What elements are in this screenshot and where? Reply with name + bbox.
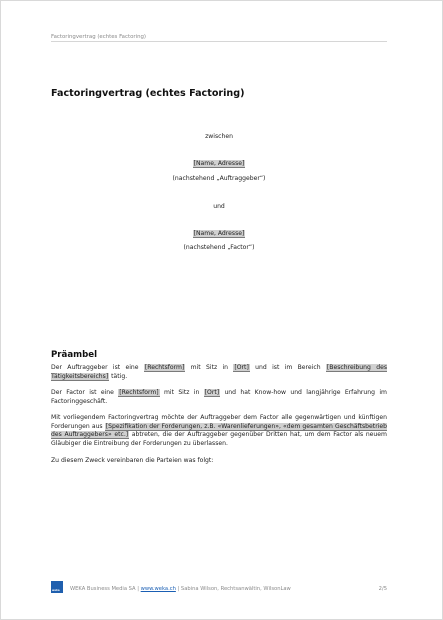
text-run: Der Auftraggeber ist eine — [51, 364, 144, 371]
text-run: und ist im Bereich — [249, 364, 326, 371]
text-run: mit Sitz in — [159, 389, 204, 396]
factor-location-placeholder[interactable]: [Ort] — [204, 389, 220, 396]
running-header: Factoringvertrag (echtes Factoring) — [51, 34, 147, 40]
header-divider — [51, 41, 387, 42]
document-title: Factoringvertrag (echtes Factoring) — [51, 88, 245, 99]
footer-company: WEKA Business Media SA | — [70, 586, 141, 592]
preamble-paragraph-4: Zu diesem Zweck vereinbaren die Parteien was folgt: — [51, 457, 214, 464]
text-run: Der Factor ist eine — [51, 389, 119, 396]
client-name-placeholder[interactable]: [Name, Adresse] — [193, 160, 245, 167]
and-label: und — [213, 203, 225, 210]
client-name-line — [51, 160, 387, 167]
factor-role-label: (nachstehend „Factor“) — [183, 244, 255, 251]
text-run: Mit vorliegendem Factoringvertrag möchte der Auftraggeber dem Factor alle gegenwärtigen und künftigen Forderungen aus — [51, 414, 387, 430]
footer-website-link[interactable]: www.weka.ch — [140, 586, 176, 592]
between-label: zwischen — [205, 133, 233, 140]
weka-logo — [51, 581, 63, 593]
text-run: abtreten, die der Auftraggeber gegenüber Dritten hat, um dem Factor als neuem Gläubiger die Eintreibung der Forderungen zu überlassen. — [51, 431, 387, 448]
footer-text — [70, 586, 291, 592]
legal-form-placeholder[interactable]: [Rechtsform] — [144, 364, 185, 371]
preamble-paragraph-3 — [51, 414, 387, 449]
location-placeholder[interactable]: [Ort] — [234, 364, 249, 371]
text-run: tätig. — [109, 372, 128, 380]
footer-author: | Sabina Wilson, Rechtsanwältin, WilsonLaw — [175, 586, 291, 592]
text-run: mit Sitz in — [185, 364, 234, 371]
preamble-paragraph-2 — [51, 389, 387, 406]
factor-name-placeholder[interactable]: [Name, Adresse] — [193, 230, 245, 237]
client-role-label: (nachstehend „Auftraggeber“) — [172, 175, 266, 182]
activity-description-placeholder[interactable]: [Beschreibung des Tätigkeitsbereichs] — [51, 364, 387, 380]
page-number: 2/5 — [378, 586, 387, 592]
text-run: und hat Know-how und langjährige Erfahrung im Factoringgeschäft. — [51, 389, 387, 405]
preamble-heading: Präambel — [51, 350, 98, 360]
preamble-paragraph-1 — [51, 364, 387, 381]
factor-legal-form-placeholder[interactable]: [Rechtsform] — [119, 389, 159, 396]
logo-text: weka — [52, 589, 60, 592]
factor-name-line — [51, 230, 387, 237]
receivables-specification-placeholder[interactable]: [Spezifikation der Forderungen, z.B. «Warenlieferungen», «dem gesamten Geschäftsbetrieb des Auftraggebers» etc.] — [51, 422, 388, 439]
